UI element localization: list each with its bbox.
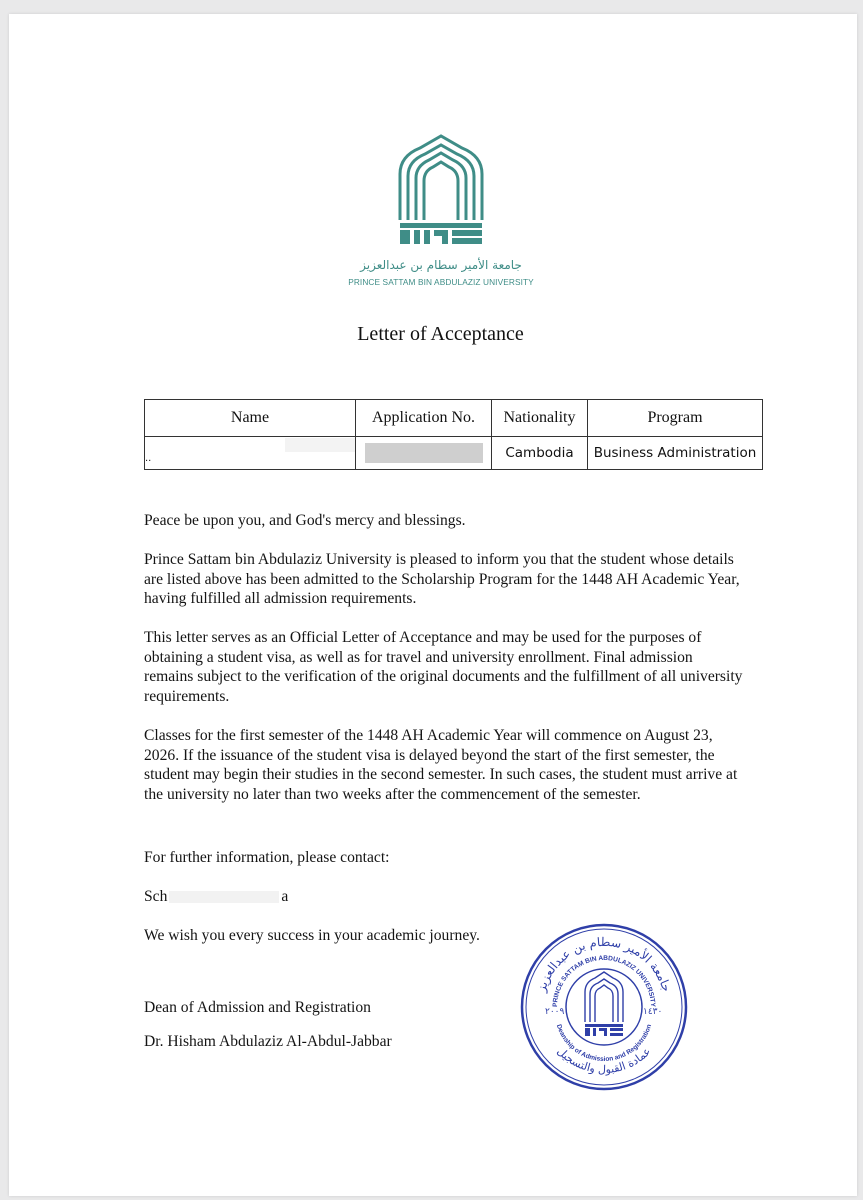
redacted-email <box>169 891 279 903</box>
contact-email <box>144 887 744 907</box>
paragraph-admission-text: Prince Sattam bin Abdulaziz University is pleased to inform you that the student whose details are listed above has been admitted to the Scholarship Program for the 1448 AH Academic Year, having fulfilled all admission requirements. <box>144 551 740 608</box>
greeting <box>144 511 744 531</box>
paragraph-classes <box>144 726 744 804</box>
greeting-text: Peace be upon you, and God's mercy and blessings. <box>144 512 466 529</box>
university-logo <box>341 134 541 294</box>
stamp-outer-arabic: جامعة الأمير سطام بن عبدالعزيز <box>534 934 674 994</box>
university-name-english: PRINCE SATTAM BIN ABDULAZIZ UNIVERSITY <box>348 277 534 287</box>
name-trailing-marks: .. <box>145 453 152 464</box>
student-details-table <box>144 399 763 470</box>
redacted-application-no <box>365 443 483 463</box>
closing-wish-text: We wish you every success in your academic journey. <box>144 927 480 944</box>
header-nationality: Nationality <box>492 400 588 437</box>
university-name-arabic: جامعة الأمير سطام بن عبدالعزيز <box>360 258 522 272</box>
letter-page <box>9 14 857 1196</box>
arch-logo-icon <box>392 134 490 252</box>
cell-name <box>145 437 356 470</box>
stamp-seal-icon <box>519 922 689 1092</box>
svg-text:PRINCE SATTAM BIN ABDULAZIZ UN <box>552 955 656 1008</box>
cell-program: Business Administration <box>588 437 763 470</box>
cell-application-no <box>356 437 492 470</box>
redacted-name <box>285 438 355 452</box>
header-application-no: Application No. <box>356 400 492 437</box>
stamp-arch-icon <box>585 972 623 1022</box>
paragraph-classes-text: Classes for the first semester of the 1448 AH Academic Year will commence on August 23, 2026. If the issuance of the student visa is delayed beyond the start of the first semester, the student may begin their studies in the second semester. In such cases, the student must arrive at the university no later than two weeks after the commencement of the semester. <box>144 727 738 803</box>
stamp-inner-english: Deanship of Admission and Registration <box>554 1023 654 1064</box>
stamp-year-left: ٢٠٠٩ <box>545 1007 565 1017</box>
letter-title: Letter of Acceptance <box>357 323 524 345</box>
stamp-year-right: ١٤٣٠ <box>643 1007 663 1017</box>
cell-nationality: Cambodia <box>492 437 588 470</box>
table-header-row <box>145 400 763 437</box>
contact-intro <box>144 848 744 868</box>
signatory-title-text: Dean of Admission and Registration <box>144 999 371 1016</box>
official-stamp <box>519 922 689 1092</box>
header-name: Name <box>145 400 356 437</box>
contact-intro-text: For further information, please contact: <box>144 849 390 866</box>
header-program: Program <box>588 400 763 437</box>
table-row <box>145 437 763 470</box>
paragraph-official-letter <box>144 628 744 706</box>
signatory-name-text: Dr. Hisham Abdulaziz Al-Abdul-Jabbar <box>144 1033 392 1050</box>
paragraph-official-letter-text: This letter serves as an Official Letter of Acceptance and may be used for the purposes of obtaining a student visa, as well as for travel and university enrollment. Final admission remains subject to the verification of the original documents and the fulfillment of all university requirements. <box>144 629 743 705</box>
paragraph-admission <box>144 550 744 609</box>
contact-email-start: Sch <box>144 888 168 905</box>
stamp-inner-arabic: عمادة القبول والتسجيل <box>554 1044 654 1077</box>
contact-email-end: a <box>281 888 289 905</box>
stamp-outer-english: PRINCE SATTAM BIN ABDULAZIZ UNIVERSITY <box>551 954 657 1008</box>
